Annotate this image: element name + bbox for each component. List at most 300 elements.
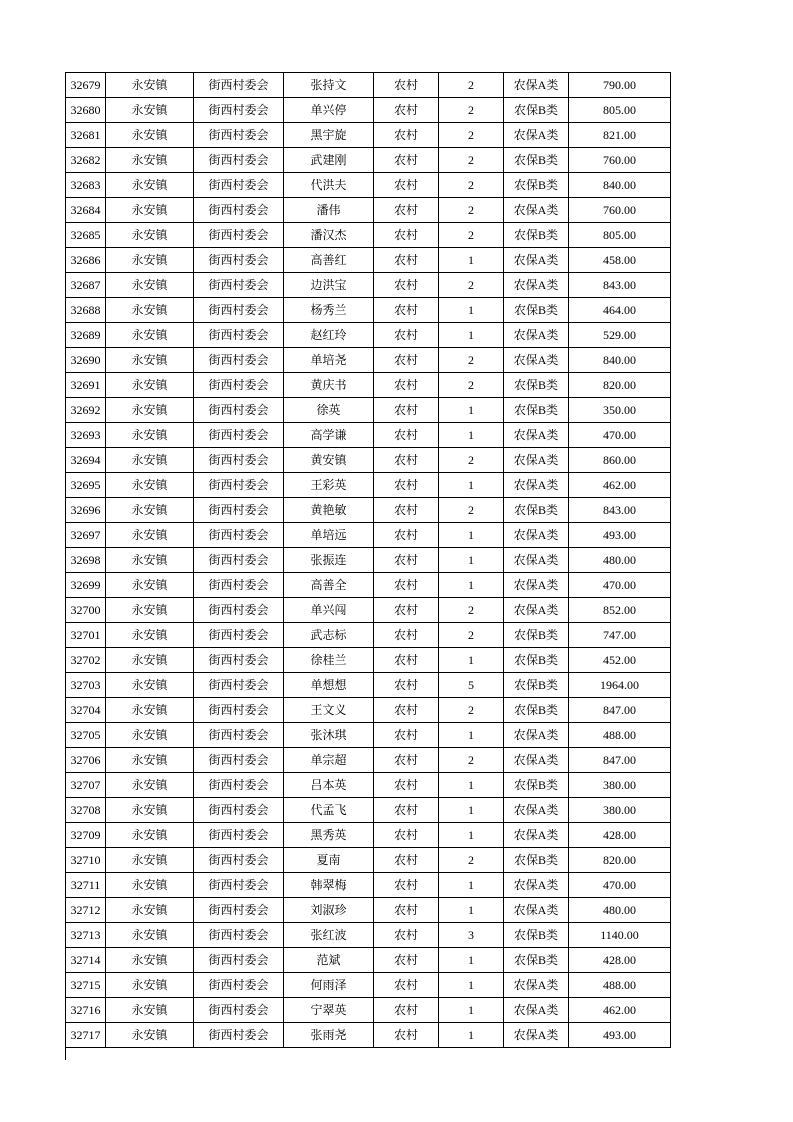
cell-name: 武志标 [284,623,374,648]
cell-village: 街西村委会 [194,848,284,873]
cell-type: 农村 [374,298,439,323]
cell-category: 农保B类 [504,623,569,648]
table-row [66,473,671,498]
cell-count: 1 [439,973,504,998]
cell-type: 农村 [374,848,439,873]
cell-village: 街西村委会 [194,773,284,798]
cell-type: 农村 [374,248,439,273]
cell-category: 农保B类 [504,148,569,173]
cell-count: 1 [439,648,504,673]
cell-town: 永安镇 [106,323,194,348]
cell-town: 永安镇 [106,398,194,423]
cell-category: 农保B类 [504,298,569,323]
cell-count: 2 [439,623,504,648]
cell-type: 农村 [374,398,439,423]
cell-amount: 1140.00 [569,923,671,948]
cell-village: 街西村委会 [194,173,284,198]
cell-town: 永安镇 [106,423,194,448]
cell-town: 永安镇 [106,448,194,473]
cell-amount: 820.00 [569,848,671,873]
roster-table [65,72,671,1048]
cell-amount: 840.00 [569,348,671,373]
cell-category: 农保A类 [504,123,569,148]
cell-name: 黄艳敏 [284,498,374,523]
cell-type: 农村 [374,198,439,223]
cell-id: 32714 [66,948,106,973]
cell-amount: 464.00 [569,298,671,323]
cell-count: 1 [439,1023,504,1048]
cell-type: 农村 [374,1023,439,1048]
cell-name: 吕本英 [284,773,374,798]
table-row [66,623,671,648]
cell-town: 永安镇 [106,98,194,123]
cell-id: 32706 [66,748,106,773]
cell-count: 2 [439,148,504,173]
table-row [66,373,671,398]
cell-village: 街西村委会 [194,223,284,248]
cell-town: 永安镇 [106,973,194,998]
table-row [66,98,671,123]
cell-category: 农保A类 [504,273,569,298]
cell-count: 2 [439,848,504,873]
cell-type: 农村 [374,123,439,148]
cell-town: 永安镇 [106,548,194,573]
cell-count: 1 [439,873,504,898]
cell-id: 32695 [66,473,106,498]
cell-category: 农保B类 [504,948,569,973]
table-row [66,773,671,798]
roster-table-container [65,72,671,1048]
cell-category: 农保A类 [504,198,569,223]
cell-count: 1 [439,548,504,573]
cell-name: 杨秀兰 [284,298,374,323]
cell-count: 2 [439,598,504,623]
cell-name: 张持文 [284,73,374,98]
cell-amount: 747.00 [569,623,671,648]
cell-town: 永安镇 [106,223,194,248]
cell-village: 街西村委会 [194,923,284,948]
cell-count: 1 [439,523,504,548]
cell-name: 徐桂兰 [284,648,374,673]
cell-amount: 462.00 [569,998,671,1023]
cell-amount: 488.00 [569,723,671,748]
cell-amount: 805.00 [569,223,671,248]
cell-village: 街西村委会 [194,248,284,273]
cell-category: 农保B类 [504,698,569,723]
cell-count: 1 [439,823,504,848]
cell-name: 单宗超 [284,748,374,773]
cell-name: 代孟飞 [284,798,374,823]
cell-name: 黄庆书 [284,373,374,398]
cell-village: 街西村委会 [194,673,284,698]
table-row [66,73,671,98]
cell-id: 32713 [66,923,106,948]
cell-amount: 470.00 [569,423,671,448]
cell-town: 永安镇 [106,948,194,973]
cell-name: 夏南 [284,848,374,873]
cell-id: 32686 [66,248,106,273]
cell-name: 边洪宝 [284,273,374,298]
cell-type: 农村 [374,98,439,123]
cell-id: 32699 [66,573,106,598]
cell-id: 32691 [66,373,106,398]
cell-type: 农村 [374,573,439,598]
cell-name: 单培远 [284,523,374,548]
cell-category: 农保A类 [504,548,569,573]
table-row [66,848,671,873]
cell-count: 2 [439,98,504,123]
cell-id: 32698 [66,548,106,573]
cell-category: 农保B类 [504,773,569,798]
cell-type: 农村 [374,598,439,623]
cell-category: 农保A类 [504,573,569,598]
cell-category: 农保B类 [504,498,569,523]
cell-type: 农村 [374,723,439,748]
table-row [66,398,671,423]
cell-id: 32684 [66,198,106,223]
cell-count: 2 [439,123,504,148]
table-row [66,923,671,948]
cell-type: 农村 [374,898,439,923]
cell-count: 1 [439,298,504,323]
cell-category: 农保B类 [504,373,569,398]
table-row [66,673,671,698]
cell-type: 农村 [374,423,439,448]
cell-type: 农村 [374,623,439,648]
cell-amount: 847.00 [569,698,671,723]
cell-village: 街西村委会 [194,198,284,223]
cell-type: 农村 [374,498,439,523]
cell-amount: 840.00 [569,173,671,198]
cell-category: 农保A类 [504,423,569,448]
cell-count: 5 [439,673,504,698]
cell-type: 农村 [374,73,439,98]
cell-name: 张雨尧 [284,1023,374,1048]
cell-village: 街西村委会 [194,723,284,748]
cell-amount: 760.00 [569,198,671,223]
cell-id: 32712 [66,898,106,923]
cell-id: 32681 [66,123,106,148]
cell-amount: 452.00 [569,648,671,673]
cell-town: 永安镇 [106,848,194,873]
cell-name: 黑宇旋 [284,123,374,148]
table-row [66,198,671,223]
cell-village: 街西村委会 [194,423,284,448]
cell-town: 永安镇 [106,498,194,523]
cell-id: 32687 [66,273,106,298]
table-row [66,948,671,973]
cell-village: 街西村委会 [194,573,284,598]
cell-town: 永安镇 [106,823,194,848]
cell-village: 街西村委会 [194,298,284,323]
cell-type: 农村 [374,798,439,823]
cell-village: 街西村委会 [194,473,284,498]
table-row [66,973,671,998]
cell-type: 农村 [374,148,439,173]
table-row [66,798,671,823]
table-row [66,1023,671,1048]
cell-category: 农保A类 [504,723,569,748]
cell-name: 黄安镇 [284,448,374,473]
cell-id: 32697 [66,523,106,548]
cell-amount: 790.00 [569,73,671,98]
cell-id: 32708 [66,798,106,823]
cell-amount: 428.00 [569,948,671,973]
cell-count: 2 [439,373,504,398]
table-row [66,248,671,273]
cell-name: 韩翠梅 [284,873,374,898]
cell-name: 黑秀英 [284,823,374,848]
cell-id: 32690 [66,348,106,373]
table-row [66,723,671,748]
cell-id: 32717 [66,1023,106,1048]
cell-name: 宁翠英 [284,998,374,1023]
cell-name: 代洪夫 [284,173,374,198]
cell-name: 高学谦 [284,423,374,448]
table-row [66,548,671,573]
cell-count: 2 [439,273,504,298]
cell-town: 永安镇 [106,648,194,673]
table-row [66,523,671,548]
cell-village: 街西村委会 [194,973,284,998]
cell-amount: 1964.00 [569,673,671,698]
cell-id: 32705 [66,723,106,748]
cell-town: 永安镇 [106,198,194,223]
cell-type: 农村 [374,448,439,473]
cell-amount: 480.00 [569,898,671,923]
cell-id: 32692 [66,398,106,423]
cell-village: 街西村委会 [194,823,284,848]
cell-amount: 380.00 [569,798,671,823]
cell-count: 1 [439,473,504,498]
cell-village: 街西村委会 [194,648,284,673]
cell-category: 农保B类 [504,648,569,673]
table-row [66,998,671,1023]
cell-id: 32694 [66,448,106,473]
cell-name: 张振连 [284,548,374,573]
cell-name: 武建刚 [284,148,374,173]
cell-category: 农保B类 [504,98,569,123]
cell-village: 街西村委会 [194,798,284,823]
cell-town: 永安镇 [106,373,194,398]
cell-name: 单兴停 [284,98,374,123]
cell-category: 农保A类 [504,873,569,898]
cell-count: 1 [439,323,504,348]
cell-village: 街西村委会 [194,373,284,398]
cell-town: 永安镇 [106,123,194,148]
cell-name: 单培尧 [284,348,374,373]
partial-next-row-border [65,1047,66,1060]
cell-town: 永安镇 [106,298,194,323]
cell-village: 街西村委会 [194,273,284,298]
cell-amount: 493.00 [569,1023,671,1048]
table-row [66,648,671,673]
cell-town: 永安镇 [106,523,194,548]
cell-id: 32715 [66,973,106,998]
cell-amount: 480.00 [569,548,671,573]
cell-id: 32704 [66,698,106,723]
cell-count: 1 [439,998,504,1023]
cell-id: 32683 [66,173,106,198]
cell-count: 2 [439,448,504,473]
cell-category: 农保A类 [504,523,569,548]
cell-amount: 470.00 [569,573,671,598]
cell-type: 农村 [374,698,439,723]
cell-category: 农保B类 [504,173,569,198]
cell-village: 街西村委会 [194,998,284,1023]
cell-name: 何雨泽 [284,973,374,998]
cell-amount: 821.00 [569,123,671,148]
cell-id: 32679 [66,73,106,98]
cell-name: 赵红玲 [284,323,374,348]
cell-count: 1 [439,898,504,923]
cell-count: 1 [439,423,504,448]
cell-name: 单想想 [284,673,374,698]
cell-village: 街西村委会 [194,323,284,348]
cell-count: 1 [439,723,504,748]
cell-count: 2 [439,198,504,223]
table-row [66,448,671,473]
cell-town: 永安镇 [106,623,194,648]
cell-type: 农村 [374,773,439,798]
cell-town: 永安镇 [106,573,194,598]
cell-town: 永安镇 [106,273,194,298]
cell-town: 永安镇 [106,873,194,898]
cell-village: 街西村委会 [194,948,284,973]
table-row [66,498,671,523]
cell-village: 街西村委会 [194,73,284,98]
cell-amount: 470.00 [569,873,671,898]
cell-amount: 529.00 [569,323,671,348]
cell-category: 农保A类 [504,248,569,273]
cell-name: 高善红 [284,248,374,273]
cell-amount: 428.00 [569,823,671,848]
table-row [66,898,671,923]
table-row [66,823,671,848]
cell-village: 街西村委会 [194,348,284,373]
cell-type: 农村 [374,998,439,1023]
table-row [66,748,671,773]
cell-name: 王彩英 [284,473,374,498]
cell-type: 农村 [374,923,439,948]
cell-name: 潘伟 [284,198,374,223]
cell-town: 永安镇 [106,923,194,948]
cell-count: 2 [439,348,504,373]
cell-id: 32693 [66,423,106,448]
cell-type: 农村 [374,323,439,348]
cell-amount: 462.00 [569,473,671,498]
cell-village: 街西村委会 [194,1023,284,1048]
cell-count: 1 [439,398,504,423]
cell-category: 农保B类 [504,673,569,698]
cell-id: 32682 [66,148,106,173]
cell-category: 农保A类 [504,348,569,373]
cell-town: 永安镇 [106,698,194,723]
cell-town: 永安镇 [106,148,194,173]
cell-type: 农村 [374,673,439,698]
cell-type: 农村 [374,223,439,248]
cell-name: 刘淑珍 [284,898,374,923]
cell-count: 1 [439,248,504,273]
cell-category: 农保B类 [504,923,569,948]
cell-village: 街西村委会 [194,148,284,173]
cell-amount: 458.00 [569,248,671,273]
cell-village: 街西村委会 [194,448,284,473]
cell-category: 农保A类 [504,898,569,923]
cell-category: 农保A类 [504,1023,569,1048]
cell-village: 街西村委会 [194,873,284,898]
cell-amount: 847.00 [569,748,671,773]
cell-category: 农保A类 [504,323,569,348]
cell-category: 农保A类 [504,473,569,498]
cell-category: 农保A类 [504,998,569,1023]
cell-count: 2 [439,73,504,98]
cell-name: 徐英 [284,398,374,423]
cell-town: 永安镇 [106,73,194,98]
cell-id: 32707 [66,773,106,798]
cell-town: 永安镇 [106,598,194,623]
cell-village: 街西村委会 [194,748,284,773]
cell-village: 街西村委会 [194,898,284,923]
cell-town: 永安镇 [106,773,194,798]
table-row [66,323,671,348]
cell-name: 张红波 [284,923,374,948]
cell-town: 永安镇 [106,173,194,198]
cell-village: 街西村委会 [194,98,284,123]
cell-village: 街西村委会 [194,548,284,573]
table-row [66,348,671,373]
cell-category: 农保A类 [504,748,569,773]
cell-type: 农村 [374,173,439,198]
cell-type: 农村 [374,523,439,548]
cell-village: 街西村委会 [194,123,284,148]
cell-type: 农村 [374,748,439,773]
cell-town: 永安镇 [106,248,194,273]
cell-count: 3 [439,923,504,948]
cell-type: 农村 [374,948,439,973]
table-row [66,148,671,173]
cell-id: 32702 [66,648,106,673]
cell-count: 1 [439,573,504,598]
table-row [66,298,671,323]
cell-category: 农保B类 [504,223,569,248]
cell-name: 张沐琪 [284,723,374,748]
table-row [66,173,671,198]
table-row [66,123,671,148]
cell-category: 农保A类 [504,973,569,998]
cell-amount: 820.00 [569,373,671,398]
cell-name: 王文义 [284,698,374,723]
cell-count: 2 [439,173,504,198]
cell-village: 街西村委会 [194,598,284,623]
table-row [66,423,671,448]
cell-id: 32680 [66,98,106,123]
cell-type: 农村 [374,648,439,673]
cell-amount: 860.00 [569,448,671,473]
cell-category: 农保A类 [504,598,569,623]
cell-village: 街西村委会 [194,398,284,423]
cell-count: 2 [439,748,504,773]
table-row [66,598,671,623]
cell-id: 32685 [66,223,106,248]
cell-village: 街西村委会 [194,623,284,648]
cell-count: 2 [439,698,504,723]
table-row [66,698,671,723]
cell-amount: 852.00 [569,598,671,623]
cell-type: 农村 [374,873,439,898]
cell-amount: 493.00 [569,523,671,548]
cell-town: 永安镇 [106,748,194,773]
